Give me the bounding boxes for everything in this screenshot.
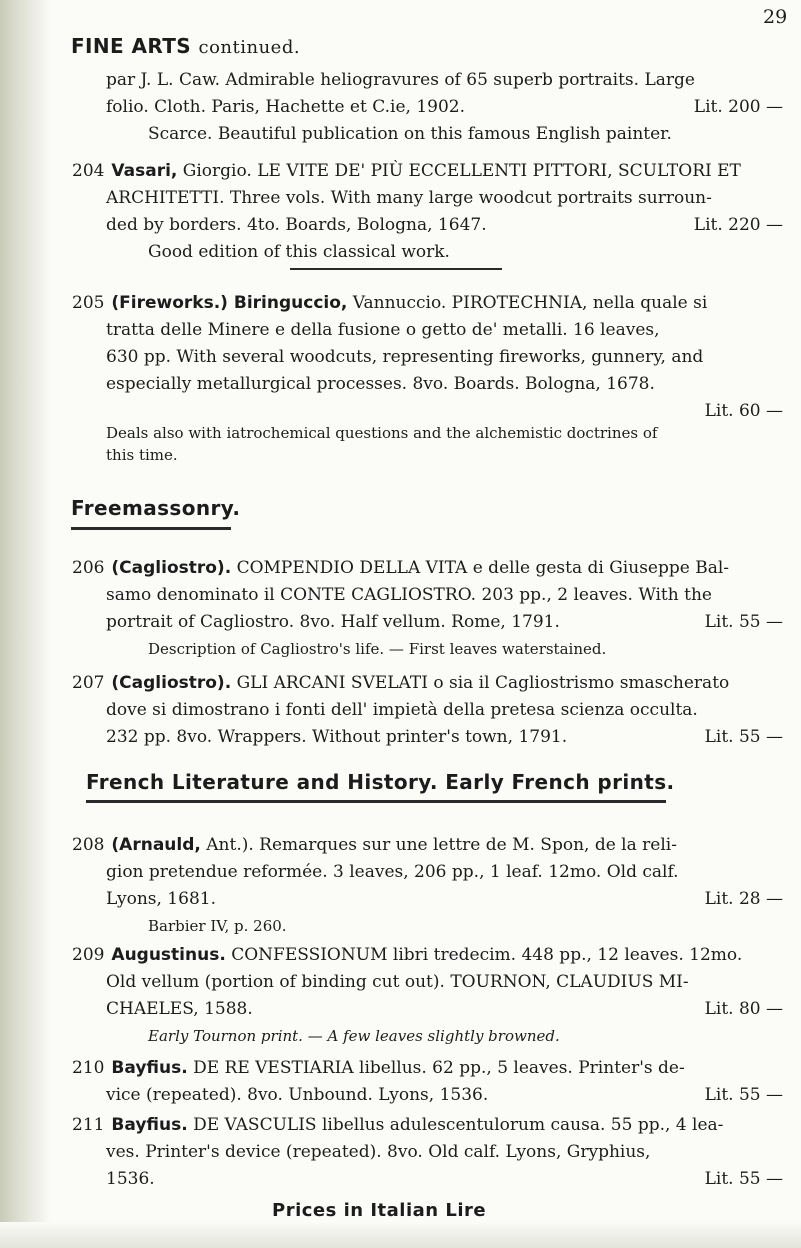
- lot-number: 205: [72, 293, 105, 313]
- entry-note: Deals also with iatrochemical questions and the alchemistic doctrines of: [106, 424, 658, 442]
- entry-first-line: [72, 1112, 783, 1139]
- page-number: 29: [763, 6, 788, 28]
- price: Lit. 200 —: [693, 97, 783, 117]
- entry-first-line: [72, 290, 783, 317]
- entry-line-with-price: [72, 1166, 783, 1193]
- entry-caw: [72, 67, 783, 148]
- heading-underline: [86, 800, 666, 803]
- entry-line-with-price: [72, 996, 783, 1023]
- entry-line-with-price: [72, 1082, 783, 1109]
- entry-211: [72, 1112, 783, 1193]
- entry-line-with-price: [72, 724, 783, 751]
- section-heading-french-literature: [86, 770, 675, 794]
- lot-number: 209: [72, 945, 105, 965]
- price: Lit. 55 —: [704, 727, 783, 747]
- lot-number: 211: [72, 1115, 105, 1135]
- entry-206: [72, 555, 783, 663]
- price: Lit. 28 —: [704, 889, 783, 909]
- entry-line: 630 pp. With several woodcuts, representing fireworks, gunnery, and: [106, 347, 704, 367]
- heading-text: French Literature and History. Early French prints.: [86, 770, 675, 794]
- footer-note: Prices in Italian Lire: [272, 1200, 487, 1221]
- entry-note: Good edition of this classical work.: [148, 242, 450, 262]
- entry-text: DE VASCULIS libellus adulescentulorum causa. 55 pp., 4 lea-: [193, 1115, 724, 1135]
- entry-line: Old vellum (portion of binding cut out). TOURNON, CLAUDIUS MI-: [106, 972, 689, 992]
- entry-line-with-price: [72, 886, 783, 913]
- lot-number: 206: [72, 558, 105, 578]
- price: Lit. 55 —: [704, 1085, 783, 1105]
- entry-lead: Bayfius.: [111, 1115, 188, 1135]
- entry-text: CHAELES, 1588.: [106, 999, 253, 1019]
- entry-204: [72, 158, 783, 266]
- heading-continued: continued.: [198, 37, 301, 58]
- entry-lead: Vasari,: [111, 161, 178, 181]
- entry-209: [72, 942, 783, 1050]
- entry-note: Barbier IV, p. 260.: [148, 917, 287, 935]
- divider: [290, 268, 502, 270]
- entry-note: Description of Cagliostro's life. — First leaves waterstained.: [148, 640, 607, 658]
- entry-text: 1536.: [106, 1169, 155, 1189]
- entry-207: [72, 670, 783, 751]
- section-heading-fine-arts: [71, 34, 300, 58]
- entry-line: ARCHITETTI. Three vols. With many large woodcut portraits surroun-: [106, 188, 712, 208]
- lot-number: 210: [72, 1058, 105, 1078]
- entry-text: 232 pp. 8vo. Wrappers. Without printer's town, 1791.: [106, 727, 568, 747]
- entry-lead: (Cagliostro).: [111, 673, 232, 693]
- entry-text: GLI ARCANI SVELATI o sia il Cagliostrismo smascherato: [236, 673, 730, 693]
- entry-note-text: Early Tournon print. — A few leaves slightly browned.: [148, 1027, 560, 1045]
- price: Lit. 220 —: [693, 215, 783, 235]
- entry-line-with-price: [72, 212, 783, 239]
- entry-first-line: [72, 832, 783, 859]
- entry-note: this time.: [106, 446, 178, 464]
- entry-text: Lyons, 1681.: [106, 889, 216, 909]
- entry-205: [72, 290, 783, 464]
- heading-text: FINE ARTS: [71, 34, 192, 58]
- entry-line: dove si dimostrano i fonti dell' impietà della pretesa scienza occulta.: [106, 700, 698, 720]
- section-heading-freemasonry: [71, 496, 240, 520]
- entry-text: Giorgio. LE VITE DE' PIÙ ECCELLENTI PITTORI, SCULTORI ET: [182, 161, 741, 181]
- lot-number: 207: [72, 673, 105, 693]
- entry-line-with-price: [72, 609, 783, 636]
- price: Lit. 80 —: [704, 999, 783, 1019]
- entry-first-line: [72, 670, 783, 697]
- entry-lead: Augustinus.: [111, 945, 226, 965]
- entry-line-with-price: [72, 94, 783, 121]
- entry-text: Vannuccio. PIROTECHNIA, nella quale si: [352, 293, 708, 313]
- entry-text: portrait of Cagliostro. 8vo. Half vellum. Rome, 1791.: [106, 612, 560, 632]
- entry-text: COMPENDIO DELLA VITA e delle gesta di Giuseppe Bal-: [236, 558, 730, 578]
- entry-lead: Bayfius.: [111, 1058, 188, 1078]
- entry-line: par J. L. Caw. Admirable heliogravures of 65 superb portraits. Large: [106, 70, 695, 90]
- entry-line: ves. Printer's device (repeated). 8vo. Old calf. Lyons, Gryphius,: [106, 1142, 651, 1162]
- price: Lit. 55 —: [704, 612, 783, 632]
- entry-208: [72, 832, 783, 940]
- entry-lead: (Cagliostro).: [111, 558, 232, 578]
- entry-lead: (Arnauld,: [111, 835, 201, 855]
- entry-note: [72, 1023, 783, 1050]
- lot-number: 204: [72, 161, 105, 181]
- entry-first-line: [72, 1055, 783, 1082]
- entry-210: [72, 1055, 783, 1109]
- heading-underline: [71, 527, 231, 530]
- price: Lit. 60 —: [704, 401, 783, 421]
- lot-number: 208: [72, 835, 105, 855]
- entry-first-line: [72, 942, 783, 969]
- entry-text: vice (repeated). 8vo. Unbound. Lyons, 1536.: [106, 1085, 489, 1105]
- entry-text: Ant.). Remarques sur une lettre de M. Spon, de la reli-: [206, 835, 677, 855]
- entry-line: especially metallurgical processes. 8vo. Boards. Bologna, 1678.: [106, 374, 655, 394]
- entry-first-line: [72, 555, 783, 582]
- entry-text: ded by borders. 4to. Boards, Bologna, 1647.: [106, 215, 487, 235]
- entry-lead: (Fireworks.) Biringuccio,: [111, 293, 348, 313]
- entry-note: Scarce. Beautiful publication on this famous English painter.: [148, 124, 672, 144]
- entry-line: samo denominato il CONTE CAGLIOSTRO. 203 pp., 2 leaves. With the: [106, 585, 712, 605]
- entry-first-line: [72, 158, 783, 185]
- entry-line: gion pretendue reformée. 3 leaves, 206 pp., 1 leaf. 12mo. Old calf.: [106, 862, 679, 882]
- heading-text: Freemassonry.: [71, 496, 241, 520]
- price: Lit. 55 —: [704, 1169, 783, 1189]
- entry-text: folio. Cloth. Paris, Hachette et C.ie, 1902.: [106, 97, 466, 117]
- entry-text: DE RE VESTIARIA libellus. 62 pp., 5 leaves. Printer's de-: [193, 1058, 685, 1078]
- entry-line: tratta delle Minere e della fusione o getto de' metalli. 16 leaves,: [106, 320, 660, 340]
- entry-text: CONFESSIONUM libri tredecim. 448 pp., 12 leaves. 12mo.: [231, 945, 743, 965]
